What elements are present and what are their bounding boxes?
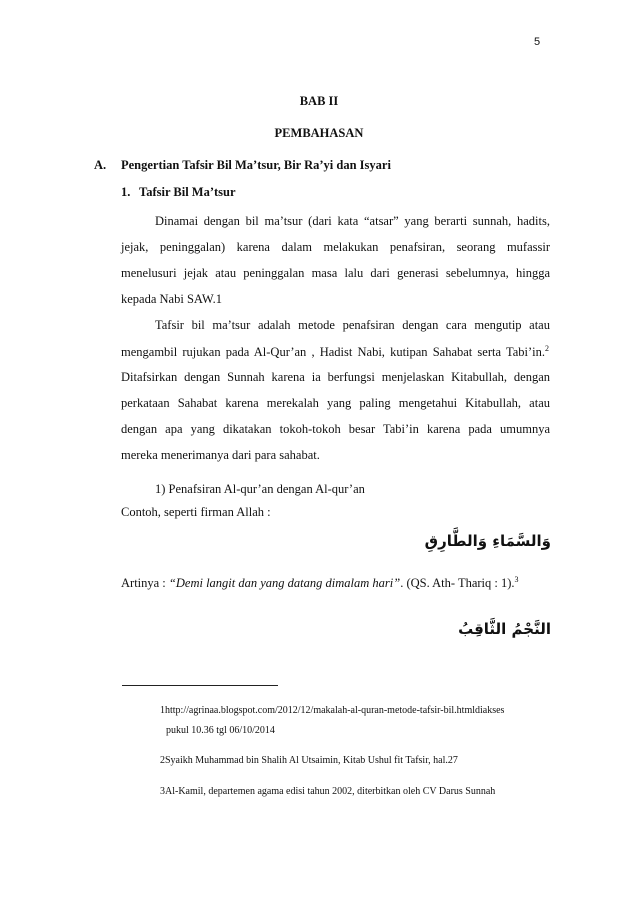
para2-line-with-ref — [121, 344, 553, 360]
para2-line: perkataan Sahabat karena merekalah yang paling mengetahui Kitabullah, atau — [121, 396, 550, 410]
section-a-title: Pengertian Tafsir Bil Ma’tsur, Bir Ra’yi dan Isyari — [121, 158, 391, 172]
para1-line: kepada Nabi SAW.1 — [121, 292, 222, 306]
subsection-1-title: Tafsir Bil Ma’tsur — [139, 185, 236, 199]
para2-line: Tafsir bil ma’tsur adalah metode penafsiran dengan cara mengutip atau — [155, 318, 550, 332]
para1-line: menelusuri jejak atau peninggalan masa lalu dari generasi sebelumnya, hingga — [121, 266, 550, 280]
chapter-title: PEMBAHASAN — [274, 126, 364, 140]
translation-quote: “Demi langit dan yang datang dimalam hari” — [168, 576, 401, 591]
subsection-1-marker: 1. — [121, 185, 131, 199]
footnote-divider — [122, 685, 278, 686]
footnote-3: 3Al-Kamil, departemen agama edisi tahun 2002, diterbitkan oleh CV Darus Sunnah — [160, 786, 496, 797]
translation-label: Artinya : — [121, 576, 166, 591]
para1-line: Dinamai dengan bil ma’tsur (dari kata “atsar” yang berarti sunnah, hadits, — [155, 214, 550, 228]
para2-line: mereka menerimanya dari para sahabat. — [121, 448, 320, 462]
translation-reference: . (QS. Ath- Thariq : 1). — [400, 576, 515, 591]
list-item-1: 1) Penafsiran Al-qur’an dengan Al-qur’an — [155, 482, 365, 496]
section-a-marker: A. — [94, 158, 107, 172]
example-intro: Contoh, seperti firman Allah : — [121, 505, 271, 519]
para1-line: jejak, peninggalan) karena dalam melakukan penafsiran, seorang mufassir — [121, 240, 550, 254]
footnote-1-line1: 1http://agrinaa.blogspot.com/2012/12/makalah-al-quran-metode-tafsir-bil.htmldiakses — [160, 705, 505, 716]
footnote-ref-3: 3 — [514, 575, 519, 584]
para2-line: dengan apa yang dikatakan tokoh-tokoh besar Tabi’in karena pada umumnya — [121, 422, 550, 436]
arabic-verse-1: وَالسَّمَاءِ وَالطَّارِقِ — [424, 532, 551, 550]
para2-line-text: mengambil rujukan pada Al-Qur’an , Hadist Nabi, kutipan Sahabat serta Tabi’in. — [121, 345, 545, 360]
footnote-2: 2Syaikh Muhammad bin Shalih Al Utsaimin, Kitab Ushul fit Tafsir, hal.27 — [160, 755, 458, 766]
footnote-ref-2: 2 — [545, 344, 549, 353]
para2-line: Ditafsirkan dengan Sunnah karena ia berfungsi menjelaskan Kitabullah, dengan — [121, 370, 550, 384]
chapter-heading: BAB II — [299, 94, 339, 108]
page-number: 5 — [534, 36, 541, 48]
translation-line — [121, 575, 519, 591]
arabic-verse-2: النَّجْمُ الثَّاقِبُ — [458, 620, 551, 638]
footnote-1-line2: pukul 10.36 tgl 06/10/2014 — [166, 725, 275, 736]
